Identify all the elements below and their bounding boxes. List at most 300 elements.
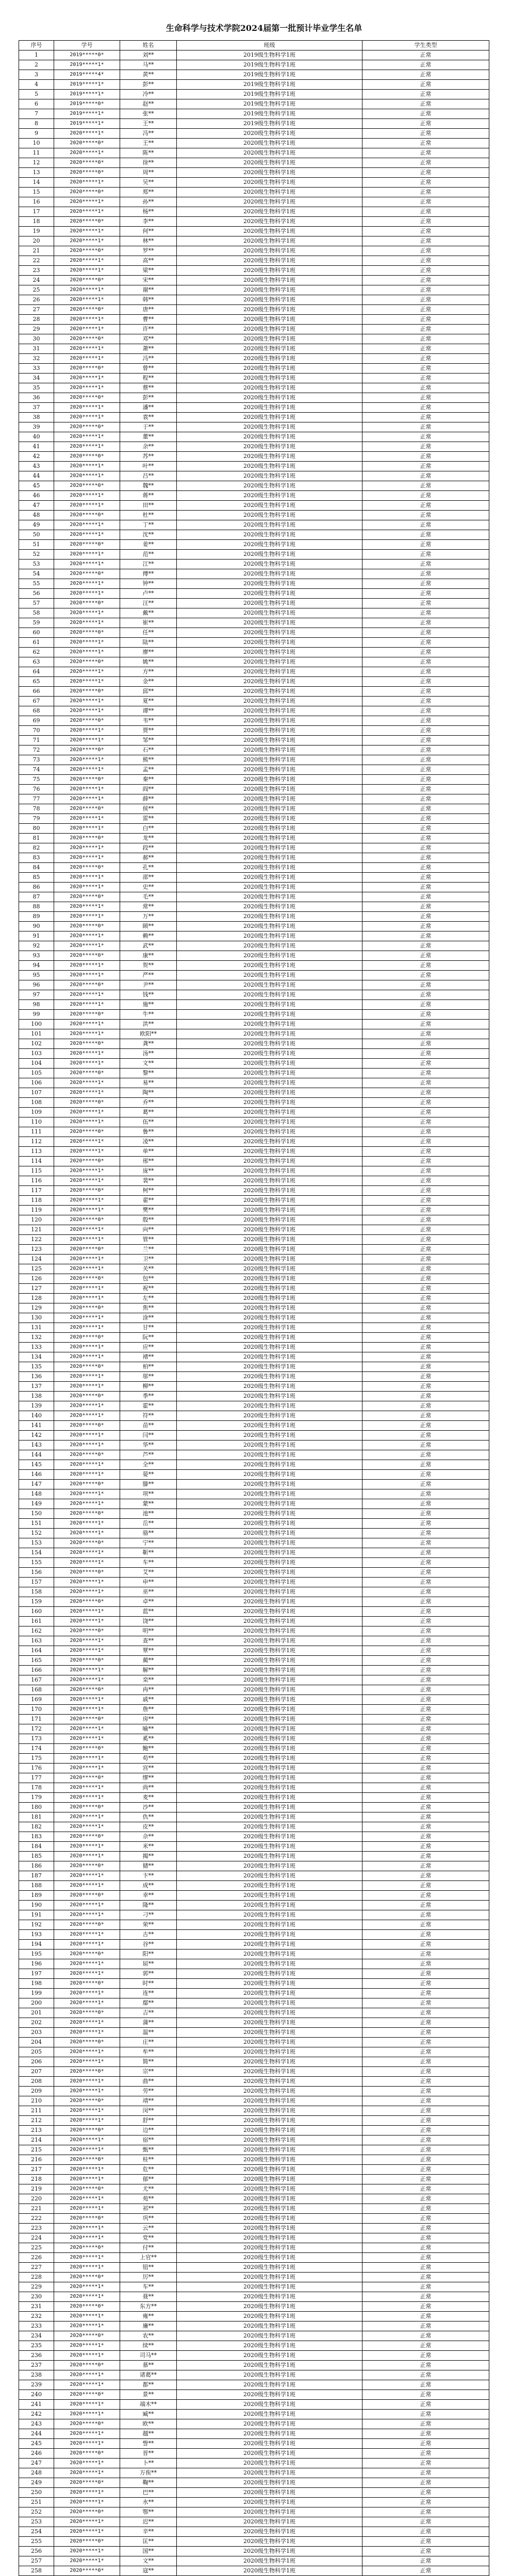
cell-index: 121 — [19, 1225, 54, 1235]
table-row — [19, 1450, 489, 1460]
cell-index: 79 — [19, 814, 54, 824]
cell-student-id: 2020*****1* — [54, 1901, 120, 1910]
cell-name: 訾** — [120, 2439, 177, 2449]
cell-class: 2020级生物科学1班 — [177, 2361, 362, 2370]
cell-class: 2020级生物科学1班 — [177, 1049, 362, 1059]
cell-index: 94 — [19, 961, 54, 971]
cell-class: 2020级生物科学1班 — [177, 863, 362, 873]
cell-class: 2020级生物科学1班 — [177, 765, 362, 775]
cell-student-id: 2020*****0* — [54, 951, 120, 961]
cell-index: 62 — [19, 648, 54, 657]
cell-name: 栾** — [120, 1675, 177, 1685]
table-row — [19, 540, 489, 550]
cell-name: 鄢** — [120, 1998, 177, 2008]
cell-student-id: 2020*****1* — [54, 1029, 120, 1039]
table-row — [19, 354, 489, 364]
header-index: 序号 — [19, 41, 54, 50]
cell-name: 蔺** — [120, 1656, 177, 1666]
cell-student-id: 2020*****1* — [54, 2351, 120, 2361]
table-row — [19, 2302, 489, 2312]
table-row — [19, 2126, 489, 2136]
cell-index: 33 — [19, 364, 54, 374]
cell-class: 2020级生物科学1班 — [177, 1010, 362, 1020]
cell-student-id: 2020*****1* — [54, 1411, 120, 1421]
cell-name: 赖** — [120, 931, 177, 941]
cell-index: 68 — [19, 706, 54, 716]
cell-name: 项** — [120, 1489, 177, 1499]
table-row — [19, 912, 489, 922]
cell-class: 2020级生物科学1班 — [177, 1186, 362, 1196]
table-row — [19, 1724, 489, 1734]
cell-name: 舒** — [120, 2116, 177, 2126]
cell-name: 汤** — [120, 1049, 177, 1059]
cell-index: 240 — [19, 2390, 54, 2400]
cell-name: 祁** — [120, 2204, 177, 2214]
cell-name: 续** — [120, 2341, 177, 2351]
table-row — [19, 618, 489, 628]
cell-student-type: 正常 — [362, 530, 489, 540]
cell-index: 81 — [19, 834, 54, 843]
cell-class: 2020级生物科学1班 — [177, 1069, 362, 1078]
cell-name: 傅** — [120, 569, 177, 579]
cell-class: 2020级生物科学1班 — [177, 2087, 362, 2096]
table-row — [19, 1509, 489, 1519]
cell-student-id: 2020*****1* — [54, 1871, 120, 1881]
cell-student-id: 2020*****1* — [54, 726, 120, 736]
cell-index: 71 — [19, 736, 54, 745]
cell-student-id: 2020*****0* — [54, 716, 120, 726]
cell-name: 韦** — [120, 716, 177, 726]
cell-student-type: 正常 — [362, 236, 489, 246]
cell-name: 钱** — [120, 990, 177, 1000]
cell-name: 常** — [120, 902, 177, 912]
cell-index: 99 — [19, 1010, 54, 1020]
cell-student-type: 正常 — [362, 1793, 489, 1803]
cell-student-type: 正常 — [362, 1362, 489, 1372]
cell-name: 毛** — [120, 892, 177, 902]
cell-student-type: 正常 — [362, 1382, 489, 1392]
cell-student-type: 正常 — [362, 1773, 489, 1783]
cell-student-id: 2020*****0* — [54, 1538, 120, 1548]
table-row — [19, 2047, 489, 2057]
table-row — [19, 599, 489, 608]
table-row — [19, 1235, 489, 1245]
table-row — [19, 931, 489, 941]
cell-student-type: 正常 — [362, 1656, 489, 1666]
cell-name: 史** — [120, 883, 177, 892]
cell-student-id: 2020*****0* — [54, 422, 120, 432]
cell-class: 2020级生物科学1班 — [177, 971, 362, 980]
cell-student-type: 正常 — [362, 736, 489, 745]
cell-name: 邢** — [120, 1157, 177, 1166]
cell-class: 2020级生物科学1班 — [177, 1754, 362, 1764]
cell-student-id: 2020*****0* — [54, 1773, 120, 1783]
cell-student-id: 2020*****1* — [54, 1460, 120, 1470]
cell-index: 172 — [19, 1724, 54, 1734]
cell-class: 2020级生物科学1班 — [177, 589, 362, 599]
cell-student-id: 2020*****1* — [54, 2282, 120, 2292]
cell-student-id: 2020*****1* — [54, 2556, 120, 2566]
cell-student-type: 正常 — [362, 2449, 489, 2459]
cell-index: 63 — [19, 657, 54, 667]
cell-index: 161 — [19, 1617, 54, 1626]
cell-student-type: 正常 — [362, 50, 489, 60]
cell-name: 易** — [120, 1078, 177, 1088]
cell-student-type: 正常 — [362, 1372, 489, 1382]
cell-name: 聂** — [120, 2292, 177, 2302]
cell-name: 成** — [120, 1881, 177, 1891]
table-row — [19, 2116, 489, 2126]
cell-student-id: 2020*****1* — [54, 2468, 120, 2478]
cell-student-id: 2020*****1* — [54, 1196, 120, 1206]
cell-class: 2020级生物科学1班 — [177, 2459, 362, 2468]
cell-student-id: 2020*****0* — [54, 1274, 120, 1284]
cell-index: 15 — [19, 188, 54, 197]
cell-index: 235 — [19, 2341, 54, 2351]
cell-student-id: 2020*****0* — [54, 2273, 120, 2282]
cell-student-id: 2020*****1* — [54, 1822, 120, 1832]
cell-student-type: 正常 — [362, 1812, 489, 1822]
cell-student-id: 2020*****0* — [54, 1891, 120, 1901]
cell-class: 2020级生物科学1班 — [177, 1597, 362, 1607]
cell-index: 10 — [19, 139, 54, 148]
table-row — [19, 1881, 489, 1891]
cell-class: 2020级生物科学1班 — [177, 2517, 362, 2527]
cell-class: 2020级生物科学1班 — [177, 1421, 362, 1431]
cell-index: 125 — [19, 1264, 54, 1274]
cell-class: 2020级生物科学1班 — [177, 980, 362, 990]
cell-student-id: 2019*****4* — [54, 70, 120, 80]
cell-class: 2020级生物科学1班 — [177, 638, 362, 648]
cell-student-type: 正常 — [362, 70, 489, 80]
cell-student-type: 正常 — [362, 1626, 489, 1636]
cell-student-id: 2019*****0* — [54, 50, 120, 60]
cell-class: 2020级生物科学1班 — [177, 1127, 362, 1137]
cell-class: 2020级生物科学1班 — [177, 1636, 362, 1646]
table-row — [19, 1626, 489, 1636]
cell-student-type: 正常 — [362, 334, 489, 344]
cell-name: 吴** — [120, 178, 177, 188]
cell-name: 晋** — [120, 2449, 177, 2459]
cell-index: 110 — [19, 1117, 54, 1127]
cell-class: 2020级生物科学1班 — [177, 158, 362, 168]
cell-class: 2020级生物科学1班 — [177, 1881, 362, 1891]
table-row — [19, 2498, 489, 2507]
cell-name: 郁** — [120, 2175, 177, 2184]
table-row — [19, 550, 489, 560]
cell-student-type: 正常 — [362, 520, 489, 530]
cell-index: 184 — [19, 1842, 54, 1852]
cell-index: 91 — [19, 931, 54, 941]
cell-student-id: 2020*****1* — [54, 2165, 120, 2175]
cell-class: 2020级生物科学1班 — [177, 188, 362, 197]
cell-student-id: 2020*****0* — [54, 364, 120, 374]
cell-name: 任** — [120, 628, 177, 638]
table-row — [19, 1166, 489, 1176]
cell-name: 庄** — [120, 2038, 177, 2047]
cell-index: 168 — [19, 1685, 54, 1695]
table-row — [19, 1499, 489, 1509]
cell-student-id: 2020*****0* — [54, 2067, 120, 2077]
cell-student-type: 正常 — [362, 2263, 489, 2273]
table-row — [19, 1127, 489, 1137]
cell-student-id: 2020*****1* — [54, 207, 120, 217]
cell-index: 26 — [19, 295, 54, 305]
cell-index: 215 — [19, 2145, 54, 2155]
cell-student-type: 正常 — [362, 1666, 489, 1675]
table-row — [19, 1734, 489, 1744]
cell-student-id: 2020*****1* — [54, 413, 120, 422]
cell-name: 上官** — [120, 2253, 177, 2263]
cell-student-type: 正常 — [362, 1108, 489, 1117]
cell-name: 国** — [120, 2547, 177, 2556]
cell-name: 尹** — [120, 980, 177, 990]
cell-student-type: 正常 — [362, 1186, 489, 1196]
cell-student-type: 正常 — [362, 657, 489, 667]
cell-student-type: 正常 — [362, 2429, 489, 2439]
cell-name: 房** — [120, 1715, 177, 1724]
cell-name: 凌** — [120, 1137, 177, 1147]
cell-class: 2020级生物科学1班 — [177, 2547, 362, 2556]
cell-index: 2 — [19, 60, 54, 70]
cell-student-type: 正常 — [362, 383, 489, 393]
cell-student-type: 正常 — [362, 638, 489, 648]
cell-index: 198 — [19, 1979, 54, 1989]
cell-index: 102 — [19, 1039, 54, 1049]
cell-student-type: 正常 — [362, 2351, 489, 2361]
table-row — [19, 1421, 489, 1431]
table-row — [19, 745, 489, 755]
cell-index: 209 — [19, 2087, 54, 2096]
cell-class: 2020级生物科学1班 — [177, 716, 362, 726]
cell-name: 柳** — [120, 1382, 177, 1392]
cell-class: 2020级生物科学1班 — [177, 912, 362, 922]
cell-name: 崔** — [120, 618, 177, 628]
cell-class: 2020级生物科学1班 — [177, 413, 362, 422]
cell-student-id: 2020*****1* — [54, 1206, 120, 1215]
cell-student-id: 2020*****1* — [54, 462, 120, 471]
cell-class: 2020级生物科学1班 — [177, 1176, 362, 1186]
cell-class: 2020级生物科学1班 — [177, 1950, 362, 1959]
cell-name: 荣** — [120, 1920, 177, 1930]
cell-student-id: 2020*****1* — [54, 843, 120, 853]
cell-class: 2020级生物科学1班 — [177, 1930, 362, 1940]
cell-name: 卞** — [120, 1871, 177, 1881]
cell-student-type: 正常 — [362, 2331, 489, 2341]
cell-class: 2019级生物科学1班 — [177, 60, 362, 70]
table-row — [19, 892, 489, 902]
cell-student-type: 正常 — [362, 922, 489, 931]
cell-name: 刘** — [120, 50, 177, 60]
cell-class: 2020级生物科学1班 — [177, 2488, 362, 2498]
cell-name: 武** — [120, 941, 177, 951]
cell-index: 133 — [19, 1343, 54, 1352]
cell-student-type: 正常 — [362, 1215, 489, 1225]
cell-student-id: 2020*****1* — [54, 2116, 120, 2126]
cell-student-type: 正常 — [362, 834, 489, 843]
cell-class: 2020级生物科学1班 — [177, 1715, 362, 1724]
cell-student-id: 2020*****1* — [54, 1470, 120, 1480]
cell-class: 2020级生物科学1班 — [177, 550, 362, 560]
cell-class: 2020级生物科学1班 — [177, 1509, 362, 1519]
cell-class: 2020级生物科学1班 — [177, 2116, 362, 2126]
cell-student-id: 2020*****0* — [54, 863, 120, 873]
table-row — [19, 2488, 489, 2498]
cell-student-type: 正常 — [362, 579, 489, 589]
cell-student-id: 2020*****1* — [54, 706, 120, 716]
table-row — [19, 1548, 489, 1558]
cell-student-type: 正常 — [362, 1392, 489, 1401]
cell-index: 70 — [19, 726, 54, 736]
cell-index: 229 — [19, 2282, 54, 2292]
cell-index: 255 — [19, 2537, 54, 2547]
cell-name: 曾** — [120, 364, 177, 374]
cell-student-type: 正常 — [362, 1069, 489, 1078]
cell-student-type: 正常 — [362, 1568, 489, 1578]
cell-index: 86 — [19, 883, 54, 892]
cell-index: 248 — [19, 2468, 54, 2478]
cell-name: 卜** — [120, 2459, 177, 2468]
cell-index: 65 — [19, 677, 54, 687]
cell-index: 87 — [19, 892, 54, 902]
cell-name: 巴** — [120, 2488, 177, 2498]
cell-class: 2020级生物科学1班 — [177, 1705, 362, 1715]
table-row — [19, 383, 489, 393]
table-row — [19, 2273, 489, 2282]
cell-class: 2020级生物科学1班 — [177, 197, 362, 207]
cell-index: 139 — [19, 1401, 54, 1411]
cell-student-id: 2020*****0* — [54, 2449, 120, 2459]
table-row — [19, 1538, 489, 1548]
cell-name: 查** — [120, 1636, 177, 1646]
cell-name: 寇** — [120, 2566, 177, 2576]
table-row — [19, 736, 489, 745]
cell-index: 25 — [19, 285, 54, 295]
cell-class: 2020级生物科学1班 — [177, 2282, 362, 2292]
cell-name: 潘** — [120, 403, 177, 413]
cell-student-id: 2020*****0* — [54, 1597, 120, 1607]
cell-student-id: 2020*****0* — [54, 2096, 120, 2106]
cell-name: 鲁** — [120, 1127, 177, 1137]
cell-name: 司马** — [120, 2351, 177, 2361]
cell-index: 252 — [19, 2507, 54, 2517]
cell-index: 230 — [19, 2292, 54, 2302]
cell-student-id: 2020*****1* — [54, 1137, 120, 1147]
cell-student-id: 2020*****0* — [54, 2302, 120, 2312]
cell-index: 145 — [19, 1460, 54, 1470]
cell-index: 89 — [19, 912, 54, 922]
cell-student-id: 2020*****1* — [54, 471, 120, 481]
table-row — [19, 1578, 489, 1587]
table-row — [19, 1812, 489, 1822]
cell-student-id: 2020*****1* — [54, 1401, 120, 1411]
cell-name: 农** — [120, 2331, 177, 2341]
cell-name: 严** — [120, 971, 177, 980]
cell-name: 慕** — [120, 2361, 177, 2370]
cell-name: 卓** — [120, 1597, 177, 1607]
cell-index: 246 — [19, 2449, 54, 2459]
cell-student-id: 2020*****0* — [54, 834, 120, 843]
table-row — [19, 2439, 489, 2449]
table-row — [19, 2321, 489, 2331]
cell-student-type: 正常 — [362, 511, 489, 520]
cell-name: 宗** — [120, 2067, 177, 2077]
table-row — [19, 569, 489, 579]
cell-class: 2020级生物科学1班 — [177, 775, 362, 785]
cell-class: 2020级生物科学1班 — [177, 1783, 362, 1793]
cell-student-id: 2020*****1* — [54, 1489, 120, 1499]
cell-student-type: 正常 — [362, 2468, 489, 2478]
table-row — [19, 961, 489, 971]
cell-class: 2020级生物科学1班 — [177, 922, 362, 931]
cell-index: 83 — [19, 853, 54, 863]
cell-student-type: 正常 — [362, 2361, 489, 2370]
cell-index: 187 — [19, 1871, 54, 1881]
cell-class: 2020级生物科学1班 — [177, 2224, 362, 2233]
cell-index: 201 — [19, 2008, 54, 2018]
cell-name: 葛** — [120, 1108, 177, 1117]
cell-class: 2020级生物科学1班 — [177, 1538, 362, 1548]
cell-index: 106 — [19, 1078, 54, 1088]
cell-student-type: 正常 — [362, 1460, 489, 1470]
cell-student-id: 2020*****1* — [54, 2253, 120, 2263]
cell-student-type: 正常 — [362, 2136, 489, 2145]
cell-index: 97 — [19, 990, 54, 1000]
table-row — [19, 2233, 489, 2243]
table-row — [19, 2566, 489, 2576]
cell-index: 208 — [19, 2077, 54, 2087]
table-row — [19, 951, 489, 961]
table-row — [19, 638, 489, 648]
cell-student-id: 2020*****1* — [54, 266, 120, 276]
cell-index: 203 — [19, 2028, 54, 2038]
cell-student-id: 2020*****1* — [54, 1313, 120, 1323]
cell-class: 2020级生物科学1班 — [177, 315, 362, 325]
cell-student-id: 2020*****0* — [54, 1979, 120, 1989]
cell-class: 2020级生物科学1班 — [177, 2204, 362, 2214]
cell-index: 186 — [19, 1861, 54, 1871]
cell-name: 黎** — [120, 1069, 177, 1078]
table-row — [19, 1284, 489, 1294]
cell-index: 253 — [19, 2517, 54, 2527]
table-row — [19, 481, 489, 491]
cell-class: 2020级生物科学1班 — [177, 1480, 362, 1489]
cell-student-type: 正常 — [362, 178, 489, 188]
cell-student-type: 正常 — [362, 2282, 489, 2292]
cell-index: 189 — [19, 1891, 54, 1901]
cell-class: 2020级生物科学1班 — [177, 2038, 362, 2047]
table-row — [19, 1705, 489, 1715]
table-row — [19, 2008, 489, 2018]
cell-index: 12 — [19, 158, 54, 168]
table-row — [19, 814, 489, 824]
cell-index: 95 — [19, 971, 54, 980]
cell-student-type: 正常 — [362, 569, 489, 579]
cell-student-type: 正常 — [362, 2370, 489, 2380]
cell-student-id: 2020*****1* — [54, 990, 120, 1000]
table-row — [19, 1597, 489, 1607]
cell-name: 辛** — [120, 2527, 177, 2537]
cell-student-type: 正常 — [362, 168, 489, 178]
cell-student-id: 2020*****1* — [54, 2459, 120, 2468]
cell-index: 242 — [19, 2410, 54, 2419]
cell-student-type: 正常 — [362, 990, 489, 1000]
cell-class: 2020级生物科学1班 — [177, 334, 362, 344]
cell-name: 桂** — [120, 2155, 177, 2165]
cell-class: 2020级生物科学1班 — [177, 2096, 362, 2106]
cell-student-type: 正常 — [362, 2380, 489, 2390]
cell-name: 余** — [120, 442, 177, 452]
